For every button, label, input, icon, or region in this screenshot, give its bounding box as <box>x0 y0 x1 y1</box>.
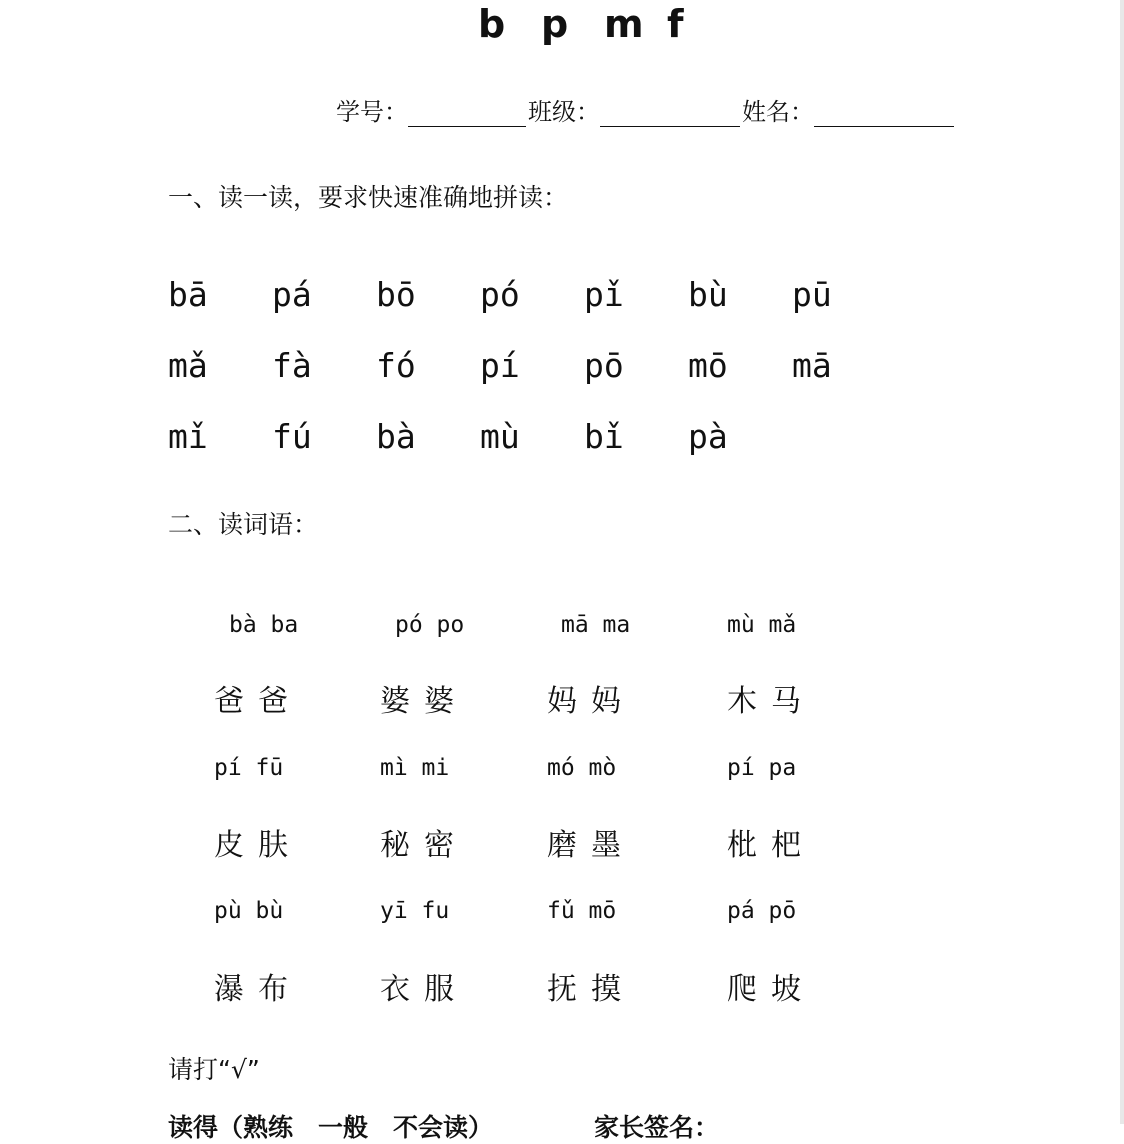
syllable: pà <box>688 417 728 456</box>
syllable: mǐ <box>168 417 208 456</box>
word-pinyin: pó po <box>395 612 465 638</box>
word-hanzi: 秘密 <box>380 828 468 863</box>
syllable: fà <box>272 346 312 385</box>
syllable: bà <box>376 417 416 456</box>
title-letter-f: f <box>667 2 684 46</box>
banji-label: 班级： <box>528 98 600 126</box>
reading-evaluation: 读得（熟练 一般 不会读） <box>168 1113 494 1142</box>
syllable-row-2 <box>168 346 896 385</box>
syllable: mā <box>792 346 832 385</box>
syllable: mǎ <box>168 346 208 385</box>
word-pinyin: pí fū <box>214 755 284 781</box>
syllable: pó <box>480 275 520 314</box>
word-pinyin: pá pō <box>727 898 797 924</box>
checkmark-instruction: 请打“√” <box>168 1055 260 1084</box>
syllable-row-1 <box>168 275 896 314</box>
parent-signature-label: 家长签名： <box>594 1113 720 1142</box>
syllable: mù <box>480 417 520 456</box>
word-hanzi: 衣服 <box>380 972 468 1007</box>
word-hanzi: 抚摸 <box>547 972 635 1007</box>
section1-heading: 一、读一读，要求快速准确地拼读： <box>168 183 569 212</box>
title-letter-p: p <box>541 2 569 46</box>
syllable: pí <box>480 346 520 385</box>
syllable: bō <box>376 275 416 314</box>
syllable: bā <box>168 275 208 314</box>
word-pinyin: bà ba <box>229 612 299 638</box>
word-hanzi: 瀑布 <box>214 972 302 1007</box>
xingming-label: 姓名： <box>742 98 814 126</box>
word-hanzi: 妈妈 <box>547 684 635 719</box>
syllable: pǐ <box>584 275 624 314</box>
word-pinyin: pù bù <box>214 898 284 924</box>
word-pinyin: mì mi <box>380 755 450 781</box>
syllable: bǐ <box>584 417 624 456</box>
syllable: pū <box>792 275 832 314</box>
banji-blank[interactable] <box>600 96 740 127</box>
page-edge <box>1120 0 1124 1124</box>
section2-heading: 二、读词语： <box>168 510 319 539</box>
syllable: pá <box>272 275 312 314</box>
word-pinyin: mó mò <box>547 755 617 781</box>
syllable: fú <box>272 417 312 456</box>
xuehao-blank[interactable] <box>408 96 526 127</box>
syllable: mō <box>688 346 728 385</box>
word-hanzi: 枇杷 <box>727 828 815 863</box>
word-hanzi: 爸爸 <box>214 684 302 719</box>
word-hanzi: 皮肤 <box>214 828 302 863</box>
student-info-row <box>336 92 956 127</box>
word-pinyin: fǔ mō <box>547 898 617 924</box>
word-pinyin: pí pa <box>727 755 797 781</box>
word-pinyin: yī fu <box>380 898 450 924</box>
word-pinyin: mā ma <box>561 612 631 638</box>
syllable: pō <box>584 346 624 385</box>
xuehao-label: 学号： <box>336 98 408 126</box>
word-hanzi: 磨墨 <box>547 828 635 863</box>
syllable: bù <box>688 275 728 314</box>
xingming-blank[interactable] <box>814 96 954 127</box>
title-letter-b: b <box>478 2 506 46</box>
worksheet-title <box>478 2 730 46</box>
word-hanzi: 婆婆 <box>380 684 468 719</box>
title-letter-m: m <box>604 2 644 46</box>
syllable: fó <box>376 346 416 385</box>
word-hanzi: 木马 <box>727 684 815 719</box>
word-hanzi: 爬坡 <box>727 972 815 1007</box>
syllable-row-3 <box>168 417 792 456</box>
word-pinyin: mù mǎ <box>727 612 797 638</box>
